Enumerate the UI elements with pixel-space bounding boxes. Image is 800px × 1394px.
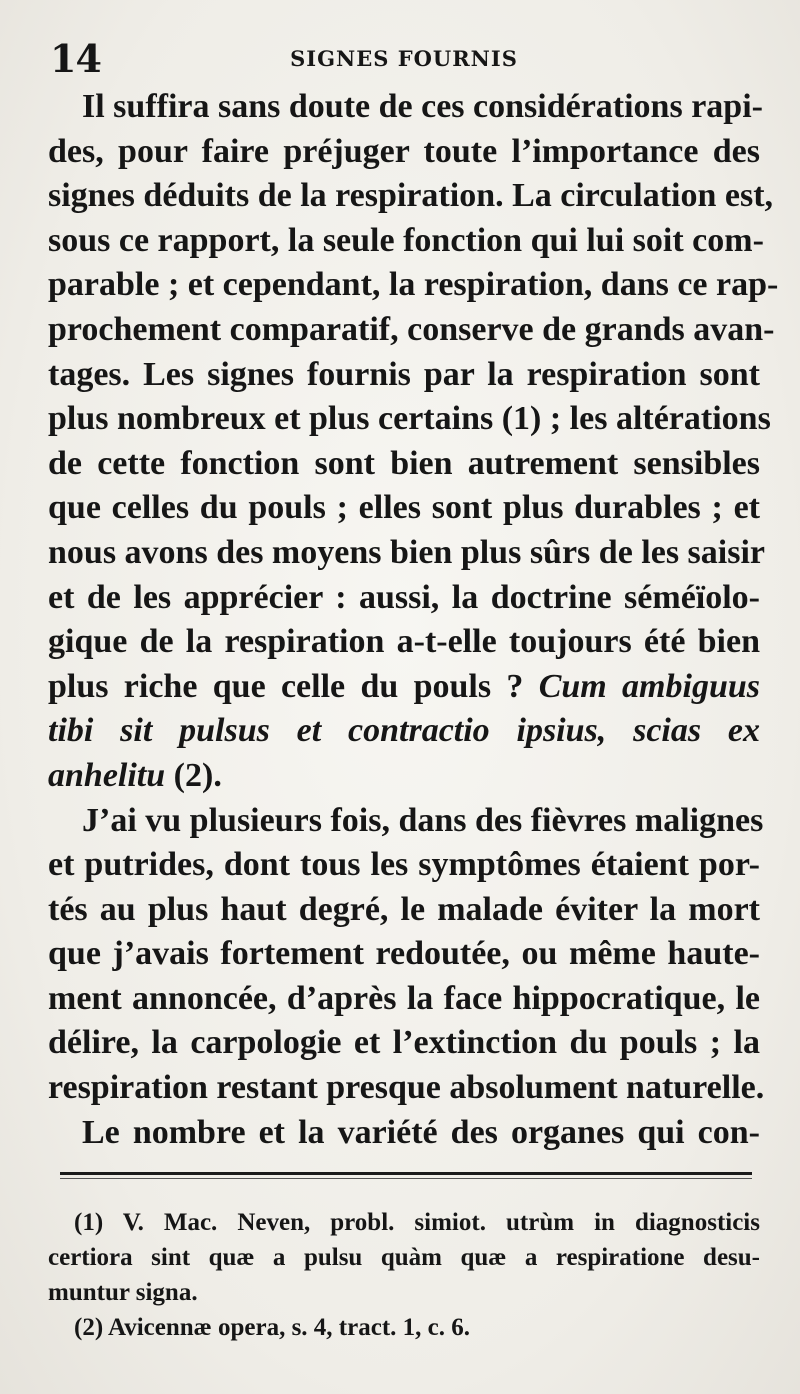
page-number: 14 xyxy=(50,36,101,81)
text-line: ment annoncée, d’après la face hippocratique, le xyxy=(48,979,760,1017)
text-line: prochement comparatif, conserve de grands avan- xyxy=(48,310,775,348)
text-line: plus nombreux et plus certains (1) ; les altérations xyxy=(48,400,771,438)
text-line: que celles du pouls ; elles sont plus durables ; et xyxy=(48,489,760,527)
text-line: Il suffira sans doute de ces considérations rapi- xyxy=(82,88,763,125)
running-head: SIGNES FOURNIS xyxy=(290,46,518,71)
text-line-mixed xyxy=(48,754,760,799)
text-line: Le nombre et la variété des organes qui con- xyxy=(82,1113,760,1151)
text-line: et putrides, dont tous les symptômes étaient por- xyxy=(48,846,760,884)
footnote-ref: (2). xyxy=(173,756,222,794)
text-line: sous ce rapport, la seule fonction qui lui soit com- xyxy=(48,221,764,259)
text-line: délire, la carpologie et l’extinction du pouls ; la xyxy=(48,1024,760,1062)
text-line: tages. Les signes fournis par la respiration sont xyxy=(48,355,760,393)
text-line: que j’avais fortement redoutée, ou même haute- xyxy=(48,935,760,973)
text-line: parable ; et cependant, la respiration, dans ce rap- xyxy=(48,266,779,304)
text-line: respiration restant presque absolument naturelle. xyxy=(48,1069,765,1107)
footnote-rule-thin xyxy=(60,1178,752,1179)
footnote-line: muntur signa. xyxy=(48,1279,198,1306)
text-line: et de les apprécier : aussi, la doctrine séméïolo- xyxy=(48,578,760,616)
footnote-rule xyxy=(60,1172,752,1175)
text-line: des, pour faire préjuger toute l’importance des xyxy=(48,132,760,170)
text-line-mixed xyxy=(48,665,760,710)
footnote-line: (1) V. Mac. Neven, probl. simiot. utrùm in diagnosticis xyxy=(74,1209,760,1236)
text-line-italic xyxy=(48,709,760,754)
text-line: gique de la respiration a-t-elle toujours été bien xyxy=(48,623,760,661)
footnote-line: (2) Avicennæ opera, s. 4, tract. 1, c. 6. xyxy=(74,1314,470,1341)
page-header xyxy=(50,34,758,84)
text-line: de cette fonction sont bien autrement sensibles xyxy=(48,444,760,482)
text-segment: plus riche que celle du pouls ? xyxy=(48,667,524,705)
latin-quote: Cum ambiguus xyxy=(538,667,760,705)
main-text xyxy=(48,85,779,1155)
text-line: nous avons des moyens bien plus sûrs de les saisir xyxy=(48,533,766,571)
text-line: tés au plus haut degré, le malade éviter la mort xyxy=(48,890,760,928)
footnotes xyxy=(48,1205,760,1345)
footnote-line: certiora sint quæ a pulsu quàm quæ a respiratione desu- xyxy=(48,1244,760,1271)
text-line: J’ai vu plusieurs fois, dans des fièvres malignes xyxy=(82,801,764,839)
latin-quote: anhelitu xyxy=(48,756,166,794)
text-line: signes déduits de la respiration. La circulation est, xyxy=(48,177,774,215)
latin-quote: tibi sit pulsus et contractio ipsius, scias ex xyxy=(48,712,760,750)
